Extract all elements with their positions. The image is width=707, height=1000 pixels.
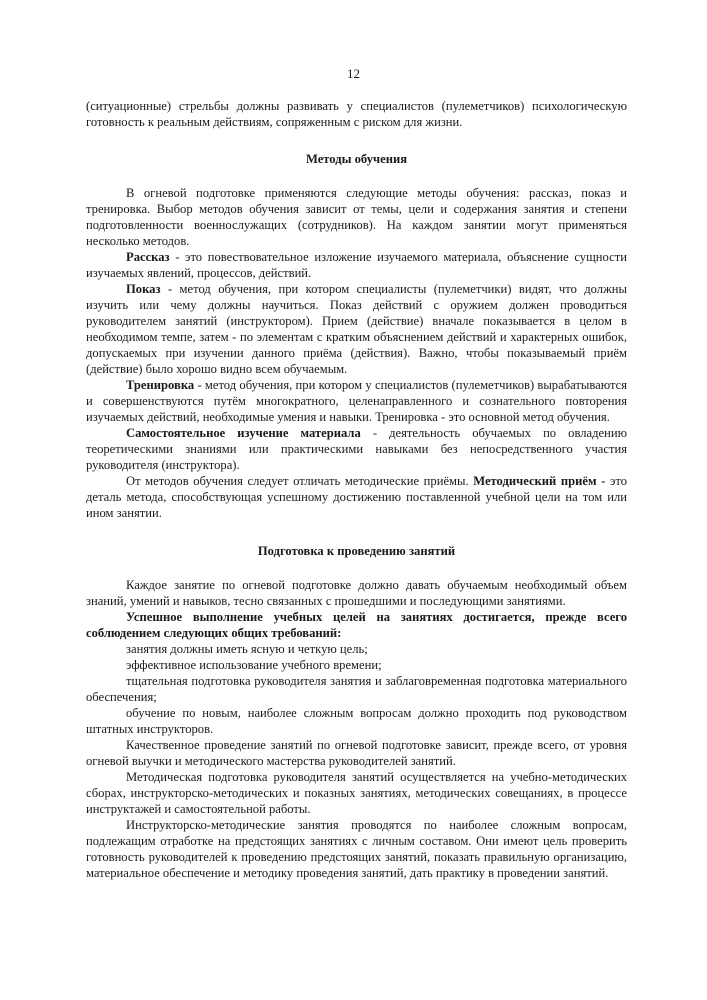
section-heading-methods: Методы обучения: [305, 152, 408, 166]
page-body: [86, 98, 627, 881]
term-story: Рассказ: [126, 250, 170, 264]
term-demonstration: Показ: [126, 282, 161, 296]
requirement-item: эффективное использование учебного времени;: [126, 658, 382, 672]
requirements-intro-bold: Успешное выполнение учебных целей на занятиях достигается, прежде всего соблюдением следующих общих требований:: [86, 610, 627, 640]
definition-demonstration: [86, 281, 627, 377]
preparation-paragraph: Каждое занятие по огневой подготовке должно давать обучаемым необходимый объем знаний, умений и навыков, тесно связанных с прошедшими и последующими занятиями.: [86, 578, 627, 608]
methodical-prep-paragraph: Методическая подготовка руководителя занятий осуществляется на учебно-методических сборах, инструкторско-методических и показных занятиях, методических совещаниях, в процессе инструктажей и самостоятельной работы.: [86, 770, 627, 816]
definition-self-study: [86, 425, 627, 473]
method-technique-text: это деталь метода, способствующая успешному достижению поставленной учебной цели на том или ином занятии.: [86, 474, 627, 520]
requirements-intro: [86, 609, 627, 641]
term-method-technique: Методический приём -: [473, 474, 606, 488]
requirement-item: занятия должны иметь ясную и четкую цель;: [126, 642, 368, 656]
requirement-item: обучение по новым, наиболее сложным вопросам должно проходить под руководством штатных инструкторов.: [86, 706, 627, 736]
page-number: 12: [347, 66, 360, 81]
term-self-study: Самостоятельное изучение материала: [126, 426, 361, 440]
definition-self-study-text: - деятельность обучаемых по овладению теоретическими знаниями или практическими навыками без непосредственного участия руководителя (инструктора).: [86, 426, 627, 472]
method-technique-intro: От методов обучения следует отличать методические приёмы.: [126, 474, 474, 488]
definition-story: [86, 249, 627, 281]
definition-training-text: - метод обучения, при котором у специалистов (пулеметчиков) вырабатываются и совершенствуются путём многократного, целенаправленного и сознательного повторения изучаемых действий, необходимые умения и навыки. Тренировка - это основной метод обучения.: [86, 378, 627, 424]
definition-training: [86, 377, 627, 425]
section-heading-preparation: Подготовка к проведению занятий: [257, 544, 456, 558]
instructor-sessions-paragraph: Инструкторско-методические занятия проводятся по наиболее сложным вопросам, подлежащим отработке на предстоящих занятиях с личным составом. Они имеют цель проверить готовность руководителей к проведению предстоящих занятий, показать правильную организацию, материальное обеспечение и методику проведения занятий, дать практику в проведении занятий.: [86, 818, 627, 880]
definition-story-text: - это повествовательное изложение изучаемого материала, объяснение сущности изучаемых явлений, процессов, действий.: [86, 250, 627, 280]
definition-method-technique: [86, 473, 627, 521]
term-training: Тренировка: [126, 378, 195, 392]
definition-demonstration-text: - метод обучения, при котором специалисты (пулеметчики) видят, что должны изучить или чему должны научиться. Показ действий с оружием должен проводиться руководителем занятий (инструктором). Прием (действие) вначале показывается в целом в необходимом темпе, затем - по элементам с кратким объяснением действий и характерных ошибок, допускаемых при изучении данного приёма (действия). Важно, чтобы показываемый приём (действие) было хорошо видно всем обучаемым.: [86, 282, 627, 376]
intro-paragraph: (ситуационные) стрельбы должны развивать у специалистов (пулеметчиков) психологическую готовность к реальным действиям, сопряженным с риском для жизни.: [86, 99, 627, 129]
quality-paragraph: Качественное проведение занятий по огневой подготовке зависит, прежде всего, от уровня огневой выучки и методического мастерства руководителей занятий.: [86, 738, 627, 768]
methods-paragraph: В огневой подготовке применяются следующие методы обучения: рассказ, показ и тренировка. Выбор методов обучения зависит от темы, цели и содержания занятия и степени подготовленности военнослужащих (сотрудников). На каждом занятии могут применяться несколько методов.: [86, 186, 627, 248]
requirement-item: тщательная подготовка руководителя занятия и заблаговременная подготовка материального обеспечения;: [86, 674, 627, 704]
